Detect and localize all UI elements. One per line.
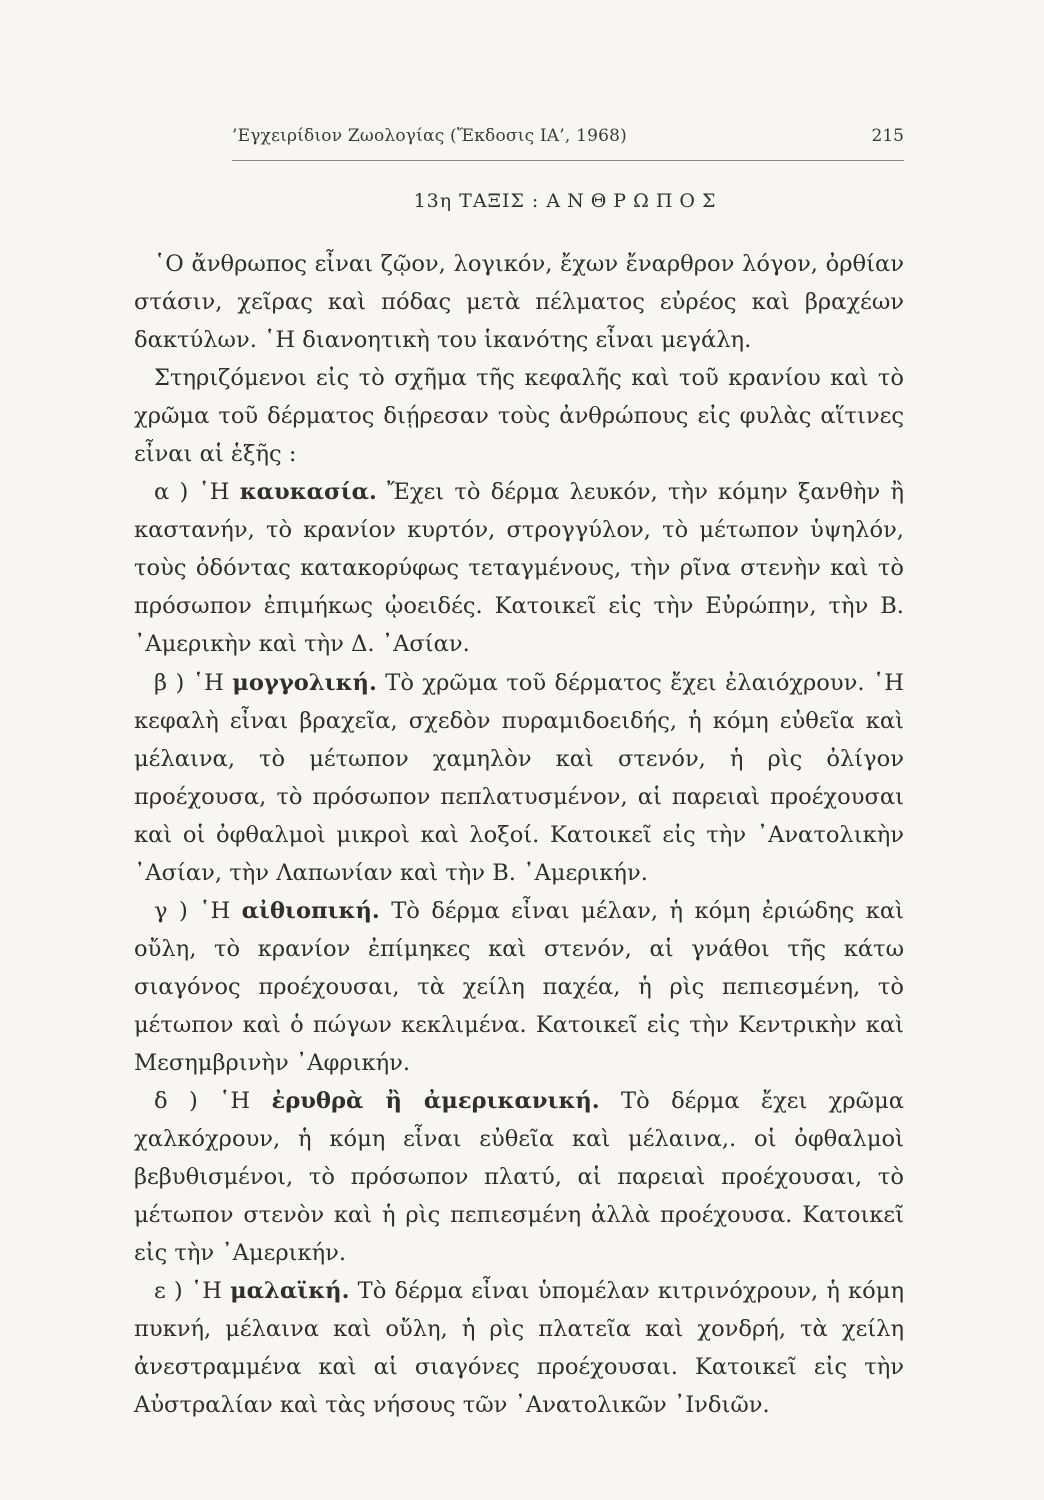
- race-name: αἰθιοπική.: [241, 897, 380, 924]
- item-marker: γ ) ῾Η: [154, 897, 231, 924]
- item-marker: β ) ῾Η: [154, 669, 224, 696]
- race-description: Τὸ χρῶμα τοῦ δέρματος ἔχει ἐλαιόχρουν. ῾Η κεφαλὴ εἶναι βραχεῖα, σχεδὸν πυραμιδοειδής, ἡ κόμη εὐθεῖα καὶ μέλαινα, τὸ μέτωπον χαμηλὸν καὶ στενόν, ἡ ρὶς ὀλίγον προέχουσα, τὸ πρόσωπον πεπλατυσμένον, αἱ παρειαὶ προέχουσαι καὶ οἱ ὀφθαλμοὶ μικροὶ καὶ λοξοί. Κατοικεῖ εἰς τὴν ᾿Ανατολικὴν ᾿Ασίαν, τὴν Λαπωνίαν καὶ τὴν Β. ᾿Αμερικήν.: [134, 669, 904, 886]
- book-title: ’Εγχειρίδιον Ζωολογίας (Ἔκδοσις ΙΑ’, 1968): [232, 126, 627, 146]
- paragraph-races-intro: Στηριζόμενοι εἰς τὸ σχῆμα τῆς κεφαλῆς καὶ τοῦ κρανίου καὶ τὸ χρῶμα τοῦ δέρματος διῄρεσαν τοὺς ἀνθρώπους εἰς φυλὰς αἵτινες εἶναι αἱ ἑξῆς :: [134, 365, 904, 468]
- race-description: Τὸ δέρμα εἶναι ὑπομέλαν κιτρινόχρουν, ἡ κόμη πυκνή, μέλαινα καὶ οὔλη, ἡ ρὶς πλατεῖα καὶ χονδρή, τὰ χείλη ἀνεστραμμένα καὶ αἱ σιαγόνες προέχουσαι. Κατοικεῖ εἰς τὴν Αὐστραλίαν καὶ τὰς νήσους τῶν ᾿Ανατολικῶν ᾿Ινδιῶν.: [134, 1278, 904, 1419]
- paragraph-ethiopian: [134, 892, 904, 1082]
- section-title: [232, 190, 904, 212]
- race-name: μογγολική.: [232, 669, 377, 696]
- header-rule: [232, 160, 904, 161]
- paragraph-mongolian: [134, 664, 904, 892]
- running-header: [232, 126, 904, 154]
- race-description: Τὸ δέρμα ἔχει χρῶμα χαλκόχρουν, ἡ κόμη εἶναι εὐθεῖα καὶ μέλαινα,. οἱ ὀφθαλμοὶ βεβυθισμένοι, τὸ πρόσωπον πλατύ, αἱ παρειαὶ προέχουσαι, τὸ μέτωπον στενὸν καὶ ἡ ρὶς πεπιεσμένη ἀλλὰ προέχουσα. Κατοικεῖ εἰς τὴν ᾿Αμερικήν.: [134, 1088, 905, 1267]
- paragraph-intro: ῾Ο ἄνθρωπος εἶναι ζῷον, λογικόν, ἔχων ἔναρθρον λόγον, ὀρθίαν στάσιν, χεῖρας καὶ πόδας μετὰ πέλματος εὐρέος καὶ βραχέων δακτύλων. ῾Η διανοητικὴ του ἱκανότης εἶναι μεγάλη.: [134, 251, 904, 354]
- item-marker: ε ) ῾Η: [154, 1278, 222, 1305]
- body-text: [134, 245, 904, 1424]
- item-marker: α ) ῾Η: [154, 479, 230, 506]
- section-number: 13η ΤΑΞΙΣ :: [413, 190, 540, 212]
- race-name: μαλαϊκή.: [230, 1278, 350, 1305]
- paragraph-american: [134, 1082, 904, 1272]
- page-number: 215: [871, 126, 904, 146]
- section-name: ΑΝΘΡΩΠΟΣ: [546, 190, 723, 212]
- item-marker: δ ) ῾Η: [154, 1088, 251, 1115]
- paragraph-caucasian: [134, 473, 904, 663]
- race-description: Ἔχει τὸ δέρμα λευκόν, τὴν κόμην ξανθὴν ἢ καστανήν, τὸ κρανίον κυρτόν, στρογγύλον, τὸ μέτωπον ὑψηλόν, τοὺς ὀδόντας κατακορύφως τεταγμένους, τὴν ρῖνα στενὴν καὶ τὸ πρόσωπον ἐπιμήκως ᾠοειδές. Κατοικεῖ εἰς τὴν Εὐρώπην, τὴν Β. ᾿Αμερικὴν καὶ τὴν Δ. ᾿Ασίαν.: [134, 479, 905, 658]
- race-name: ἐρυθρὰ ἢ ἀμερικανική.: [271, 1088, 600, 1115]
- race-description: Τὸ δέρμα εἶναι μέλαν, ἡ κόμη ἐριώδης καὶ οὔλη, τὸ κρανίον ἐπίμηκες καὶ στενόν, αἱ γνάθοι τῆς κάτω σιαγόνος προέχουσαι, τὰ χείλη παχέα, ἡ ρὶς πεπιεσμένη, τὸ μέτωπον καὶ ὁ πώγων κεκλιμένα. Κατοικεῖ εἰς τὴν Κεντρικὴν καὶ Μεσημβρινὴν ᾿Αφρικήν.: [134, 897, 904, 1076]
- race-name: καυκασία.: [239, 479, 377, 506]
- paragraph-malay: [134, 1272, 904, 1424]
